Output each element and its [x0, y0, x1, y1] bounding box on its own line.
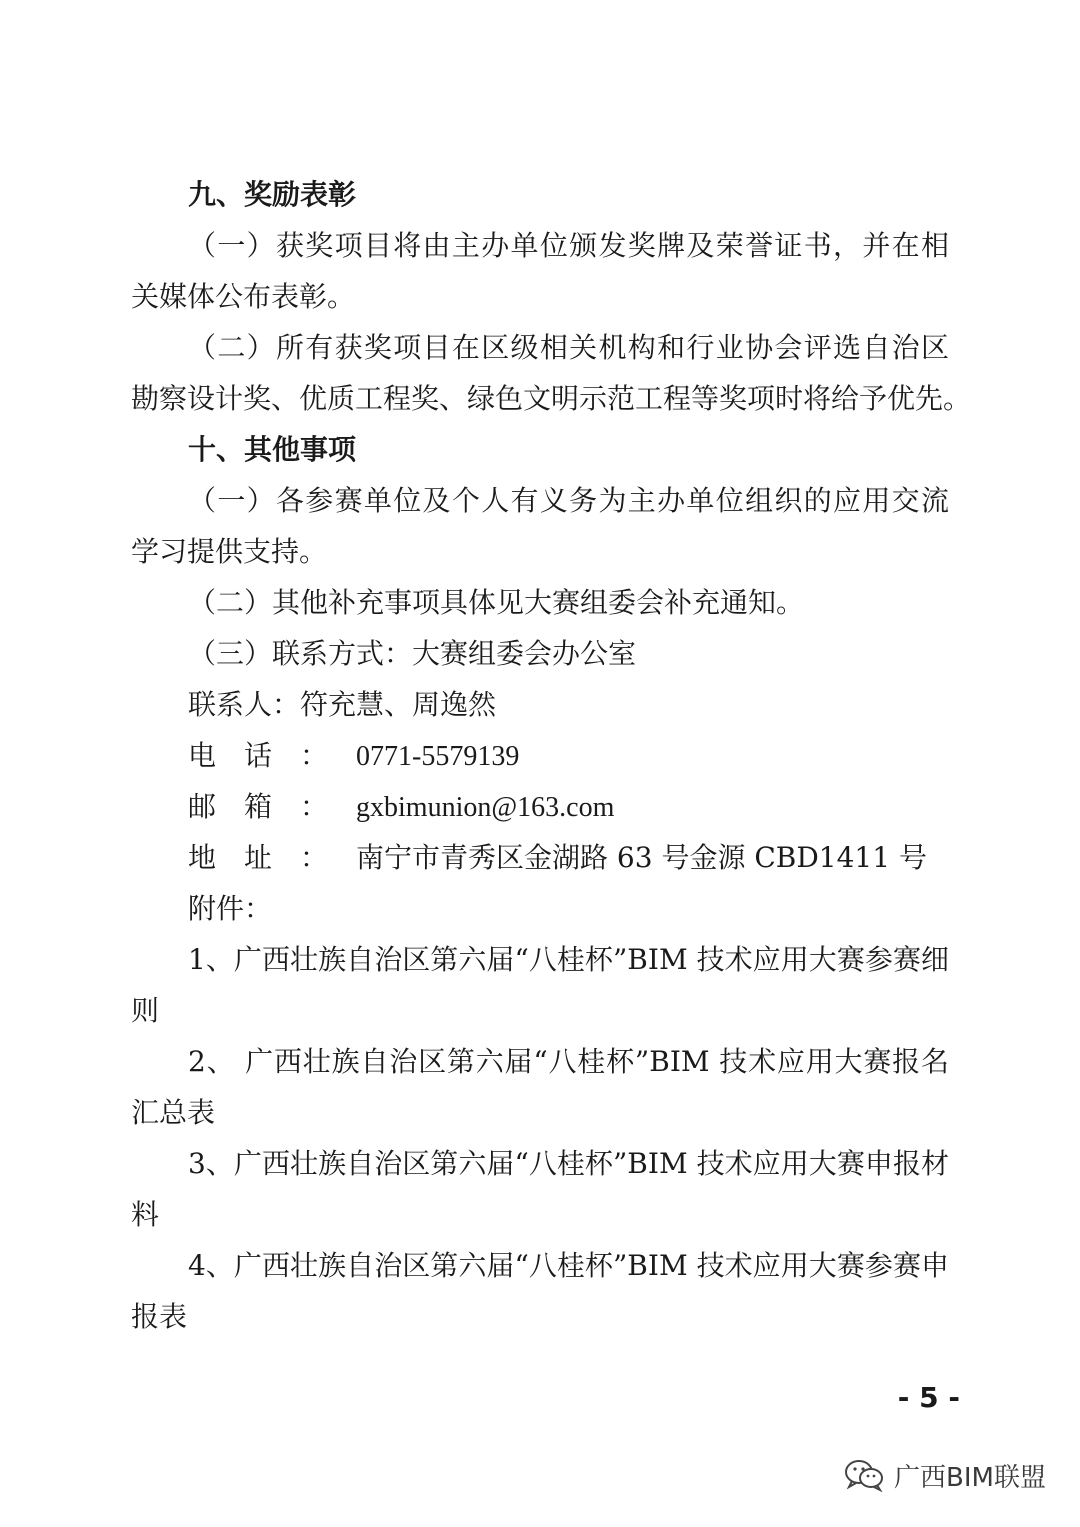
- attachment-item-2: 2、 广西壮族自治区第六届“八桂杯”BIM 技术应用大赛报名: [188, 1045, 949, 1078]
- contact-person-value: 符充慧、周逸然: [300, 688, 497, 721]
- paragraph-line: 学习提供支持。: [131, 535, 328, 568]
- attachment-item-4-cont: 报表: [131, 1300, 188, 1333]
- paragraph-line: （二）所有获奖项目在区级相关机构和行业协会评选自治区: [188, 331, 949, 364]
- paragraph-line: 勘察设计奖、优质工程奖、绿色文明示范工程等奖项时将给予优先。: [131, 382, 972, 415]
- phone-label: 电话：: [188, 739, 357, 772]
- phone-value: 0771-5579139: [356, 741, 520, 772]
- paragraph-line: （二）其他补充事项具体见大赛组委会补充通知。: [188, 586, 805, 619]
- paragraph-line: 关媒体公布表彰。: [131, 280, 356, 313]
- attachments-label: 附件：: [188, 892, 273, 925]
- page-number: - 5 -: [897, 1381, 960, 1414]
- attachment-item-1-cont: 则: [131, 994, 160, 1027]
- email-value: gxbimunion@163.com: [356, 792, 615, 823]
- paragraph-line: （一）各参赛单位及个人有义务为主办单位组织的应用交流: [188, 484, 949, 517]
- paragraph-line: （一）获奖项目将由主办单位颁发奖牌及荣誉证书，并在相: [188, 229, 949, 262]
- address-row: [0, 836, 1080, 880]
- attachment-item-4: 4、广西壮族自治区第六届“八桂杯”BIM 技术应用大赛参赛申: [188, 1249, 949, 1282]
- email-label: 邮箱：: [188, 790, 357, 823]
- contact-person-row: [0, 683, 1080, 727]
- contact-person-label: 联系人：: [188, 688, 301, 721]
- attachment-item-3-cont: 料: [131, 1198, 160, 1231]
- attachment-item-3: 3、广西壮族自治区第六届“八桂杯”BIM 技术应用大赛申报材: [188, 1147, 949, 1180]
- wechat-icon: [844, 1458, 884, 1492]
- watermark: [844, 1455, 1046, 1495]
- paragraph-line: （三）联系方式：大赛组委会办公室: [188, 637, 637, 670]
- address-value: 南宁市青秀区金湖路 63 号金源 CBD1411 号: [356, 841, 927, 874]
- attachment-item-2-cont: 汇总表: [131, 1096, 216, 1129]
- phone-row: [0, 734, 1080, 778]
- email-row: [0, 785, 1080, 829]
- attachment-item-1: 1、广西壮族自治区第六届“八桂杯”BIM 技术应用大赛参赛细: [188, 943, 949, 976]
- watermark-text: 广西BIM联盟: [894, 1462, 1046, 1493]
- address-label: 地址：: [188, 841, 357, 874]
- section-heading-9: 九、奖励表彰: [188, 178, 357, 211]
- section-heading-10: 十、其他事项: [188, 433, 357, 466]
